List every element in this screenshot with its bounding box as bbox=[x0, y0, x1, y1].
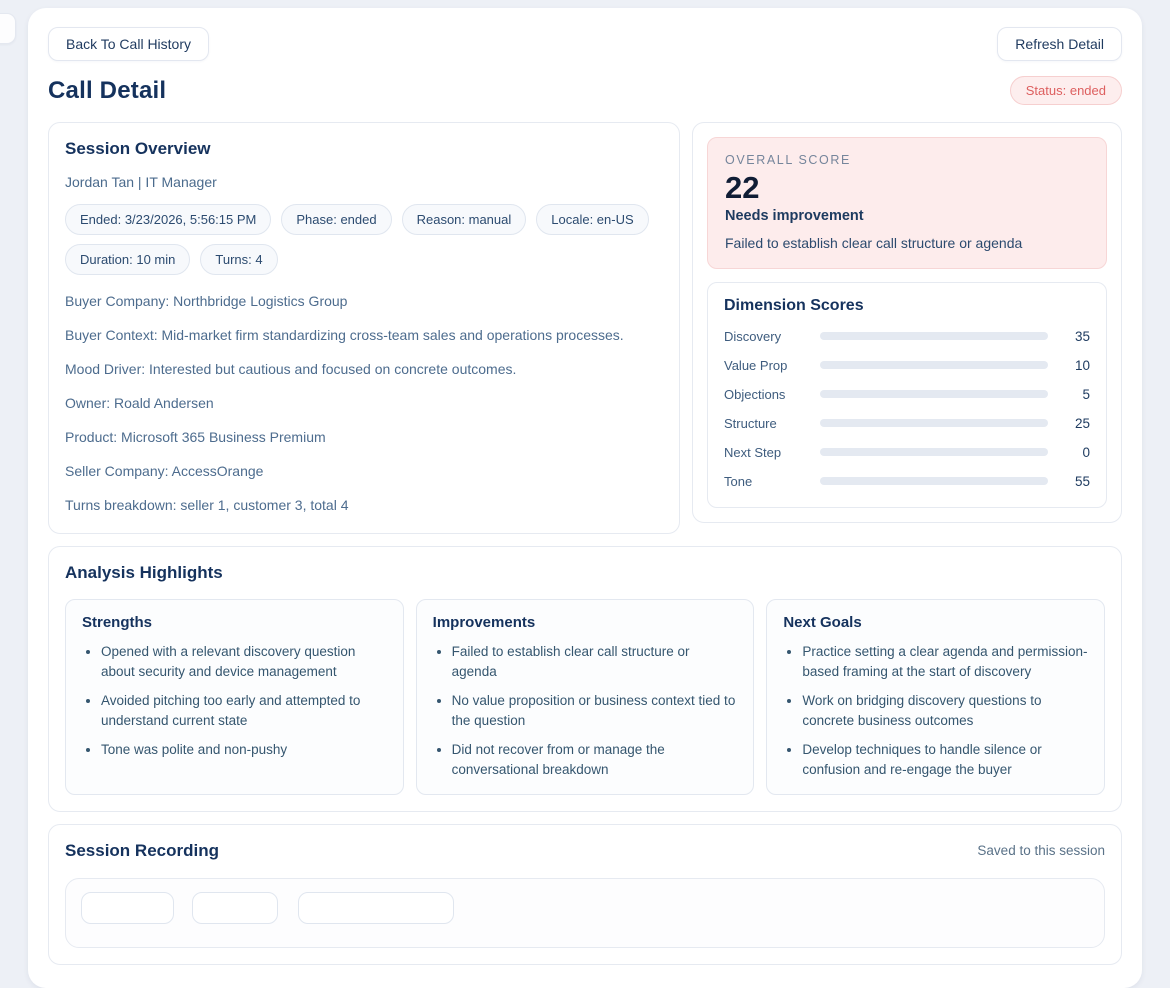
chip-locale: Locale: en-US bbox=[536, 204, 648, 235]
session-details bbox=[65, 291, 663, 515]
detail-turns-breakdown: Turns breakdown: seller 1, customer 3, total 4 bbox=[65, 497, 349, 513]
dimension-value: 55 bbox=[1074, 473, 1090, 489]
improvements-title: Improvements bbox=[432, 614, 536, 631]
recording-status-text: Saved to this session bbox=[977, 843, 1105, 859]
session-overview-title: Session Overview bbox=[65, 139, 211, 158]
dimension-value: 5 bbox=[1082, 386, 1090, 402]
buyer-persona: Jordan Tan | IT Manager bbox=[65, 174, 217, 190]
dimension-value: 35 bbox=[1074, 328, 1090, 344]
dimension-row-discovery bbox=[724, 329, 1090, 344]
dimension-bar bbox=[820, 419, 1048, 427]
overall-score-box bbox=[707, 137, 1107, 269]
chip-duration: Duration: 10 min bbox=[65, 244, 190, 275]
dimension-scores-card bbox=[707, 282, 1107, 508]
list-item: • Failed to establish clear call structure or agenda bbox=[452, 642, 738, 682]
main-grid bbox=[48, 122, 1122, 534]
dimension-value: 25 bbox=[1074, 415, 1090, 431]
overall-score-value: 22 bbox=[725, 170, 760, 205]
dimension-label: Value Prop bbox=[724, 357, 788, 373]
chip-reason: Reason: manual bbox=[402, 204, 527, 235]
list-item: • Avoided pitching too early and attempted to understand current state bbox=[101, 691, 387, 731]
detail-product: Product: Microsoft 365 Business Premium bbox=[65, 429, 326, 445]
improvements-card bbox=[416, 599, 755, 795]
overall-score-note: Failed to establish clear call structure or agenda bbox=[725, 234, 1023, 251]
detail-buyer-context: Buyer Context: Mid-market firm standardizing cross-team sales and operations processes. bbox=[65, 327, 624, 343]
list-item: • Develop techniques to handle silence or confusion and re-engage the buyer bbox=[802, 740, 1088, 780]
dimension-row-value-prop bbox=[724, 358, 1090, 373]
title-row bbox=[48, 76, 1122, 105]
dimension-bar bbox=[820, 477, 1048, 485]
list-item: • No value proposition or business context tied to the question bbox=[452, 691, 738, 731]
overall-score-label: OVERALL SCORE bbox=[725, 153, 851, 167]
status-badge: Status: ended bbox=[1010, 76, 1122, 105]
dimension-bar bbox=[820, 390, 1048, 398]
back-to-call-history-button[interactable]: Back To Call History bbox=[48, 27, 209, 61]
recording-controls bbox=[81, 892, 1089, 924]
session-chips bbox=[65, 204, 663, 275]
dimension-row-tone bbox=[724, 474, 1090, 489]
dimension-bar bbox=[820, 448, 1048, 456]
list-item: • Practice setting a clear agenda and permission-based framing at the start of discovery bbox=[802, 642, 1088, 682]
next-goals-list bbox=[783, 642, 1088, 780]
overall-score-verdict: Needs improvement bbox=[725, 207, 864, 224]
score-column-card bbox=[692, 122, 1122, 523]
refresh-detail-button[interactable]: Refresh Detail bbox=[997, 27, 1122, 61]
strengths-title: Strengths bbox=[82, 614, 153, 631]
dimension-bar bbox=[820, 361, 1048, 369]
dimension-row-structure bbox=[724, 416, 1090, 431]
recording-header bbox=[65, 841, 1105, 861]
list-item: • Tone was polite and non-pushy bbox=[101, 740, 387, 760]
next-goals-title: Next Goals bbox=[783, 614, 862, 631]
session-recording-card bbox=[48, 824, 1122, 965]
dimension-label: Structure bbox=[724, 415, 777, 431]
detail-buyer-company: Buyer Company: Northbridge Logistics Group bbox=[65, 293, 348, 309]
top-bar bbox=[48, 27, 1122, 61]
recording-control-button-3[interactable] bbox=[298, 892, 454, 924]
strengths-list bbox=[82, 642, 387, 760]
list-item: • Did not recover from or manage the conversational breakdown bbox=[452, 740, 738, 780]
chip-ended: Ended: 3/23/2026, 5:56:15 PM bbox=[65, 204, 271, 235]
dimension-row-next-step bbox=[724, 445, 1090, 460]
detail-seller-company: Seller Company: AccessOrange bbox=[65, 463, 264, 479]
session-recording-title: Session Recording bbox=[65, 840, 219, 860]
dimension-label: Tone bbox=[724, 473, 753, 489]
strengths-card bbox=[65, 599, 404, 795]
highlights-grid bbox=[65, 599, 1105, 795]
improvements-list bbox=[433, 642, 738, 780]
analysis-highlights-title: Analysis Highlights bbox=[65, 563, 223, 582]
list-item: • Work on bridging discovery questions to concrete business outcomes bbox=[802, 691, 1088, 731]
sidebar-toggle-tab[interactable] bbox=[0, 13, 16, 44]
chip-phase: Phase: ended bbox=[281, 204, 391, 235]
dimension-label: Objections bbox=[724, 386, 786, 402]
detail-mood-driver: Mood Driver: Interested but cautious and focused on concrete outcomes. bbox=[65, 361, 517, 377]
dimension-bar bbox=[820, 332, 1048, 340]
session-overview-card bbox=[48, 122, 680, 534]
dimension-value: 0 bbox=[1082, 444, 1090, 460]
dimension-row-objections bbox=[724, 387, 1090, 402]
list-item: • Opened with a relevant discovery question about security and device management bbox=[101, 642, 387, 682]
dimension-label: Discovery bbox=[724, 328, 782, 344]
chip-turns: Turns: 4 bbox=[200, 244, 277, 275]
call-detail-panel bbox=[28, 8, 1142, 988]
dimension-scores-title: Dimension Scores bbox=[724, 296, 864, 314]
recording-control-button-2[interactable] bbox=[192, 892, 278, 924]
recording-control-button-1[interactable] bbox=[81, 892, 174, 924]
next-goals-card bbox=[766, 599, 1105, 795]
dimension-label: Next Step bbox=[724, 444, 782, 460]
page-title: Call Detail bbox=[48, 76, 167, 104]
recording-player-box bbox=[65, 878, 1105, 948]
analysis-highlights-card bbox=[48, 546, 1122, 812]
dimension-value: 10 bbox=[1074, 357, 1090, 373]
detail-owner: Owner: Roald Andersen bbox=[65, 395, 214, 411]
